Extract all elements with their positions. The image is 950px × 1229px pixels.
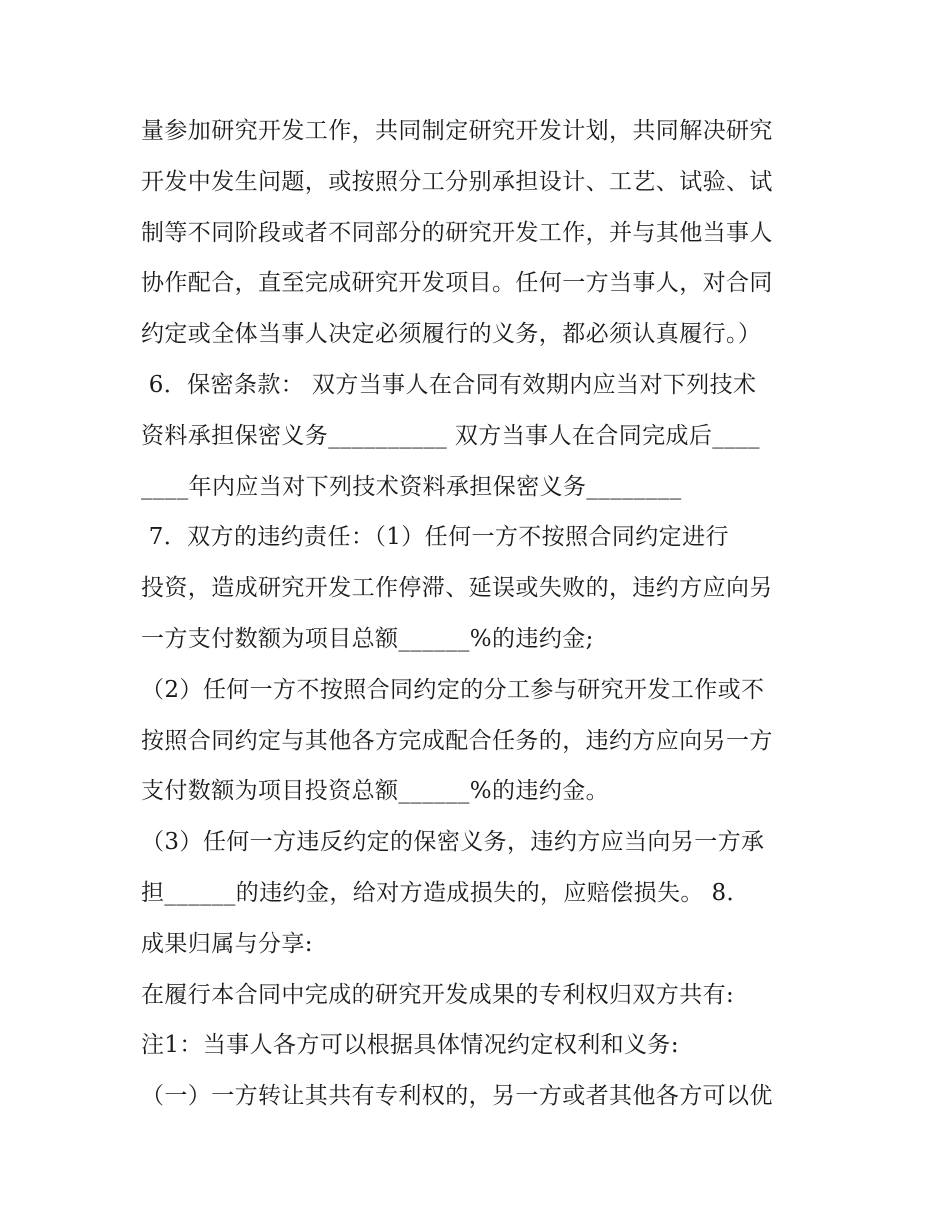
text-line: 协作配合，直至完成研究开发项目。任何一方当事人，对合同 — [141, 270, 773, 297]
clause-6-heading: 6．保密条款： 双方当事人在合同有效期内应当对下列技术 — [141, 371, 757, 398]
text-line: 担______的违约金，给对方造成损失的，应赔偿损失。 8． — [141, 879, 750, 906]
text-line: 按照合同约定与其他各方完成配合任务的，违约方应向另一方 — [141, 727, 773, 754]
text-line: （一）一方转让其共有专利权的，另一方或者其他各方可以优 — [141, 1083, 773, 1110]
text-line: ____年内应当对下列技术资料承担保密义务________ — [141, 473, 682, 500]
text-line: 量参加研究开发工作，共同制定研究开发计划，共同解决研究 — [141, 118, 773, 144]
text-line: 资料承担保密义务__________ 双方当事人在合同完成后____ — [141, 422, 760, 449]
clause-8-heading: 成果归属与分享: — [141, 930, 313, 957]
text-line: （2）任何一方不按照合同约定的分工参与研究开发工作或不 — [141, 676, 765, 703]
text-line: 一方支付数额为项目总额______%的违约金; — [141, 625, 594, 652]
text-line: （3）任何一方违反约定的保密义务，违约方应当向另一方承 — [141, 829, 765, 856]
text-line: 开发中发生问题，或按照分工分别承担设计、工艺、试验、试 — [141, 168, 773, 195]
text-line: 投资，造成研究开发工作停滞、延误或失败的，违约方应向另 — [141, 575, 773, 602]
contract-body-text — [141, 106, 821, 1122]
note-1: 注1：当事人各方可以根据具体情况约定权利和义务: — [141, 1032, 679, 1059]
text-line: 支付数额为项目投资总额______%的违约金。 — [141, 778, 610, 805]
text-line: 约定或全体当事人决定必须履行的义务，都必须认真履行。） — [141, 321, 762, 348]
text-line: 在履行本合同中完成的研究开发成果的专利权归双方共有: — [141, 981, 735, 1008]
clause-7-heading: 7．双方的违约责任：（1）任何一方不按照合同约定进行 — [141, 524, 729, 551]
text-line: 制等不同阶段或者不同部分的研究开发工作，并与其他当事人 — [141, 219, 773, 246]
